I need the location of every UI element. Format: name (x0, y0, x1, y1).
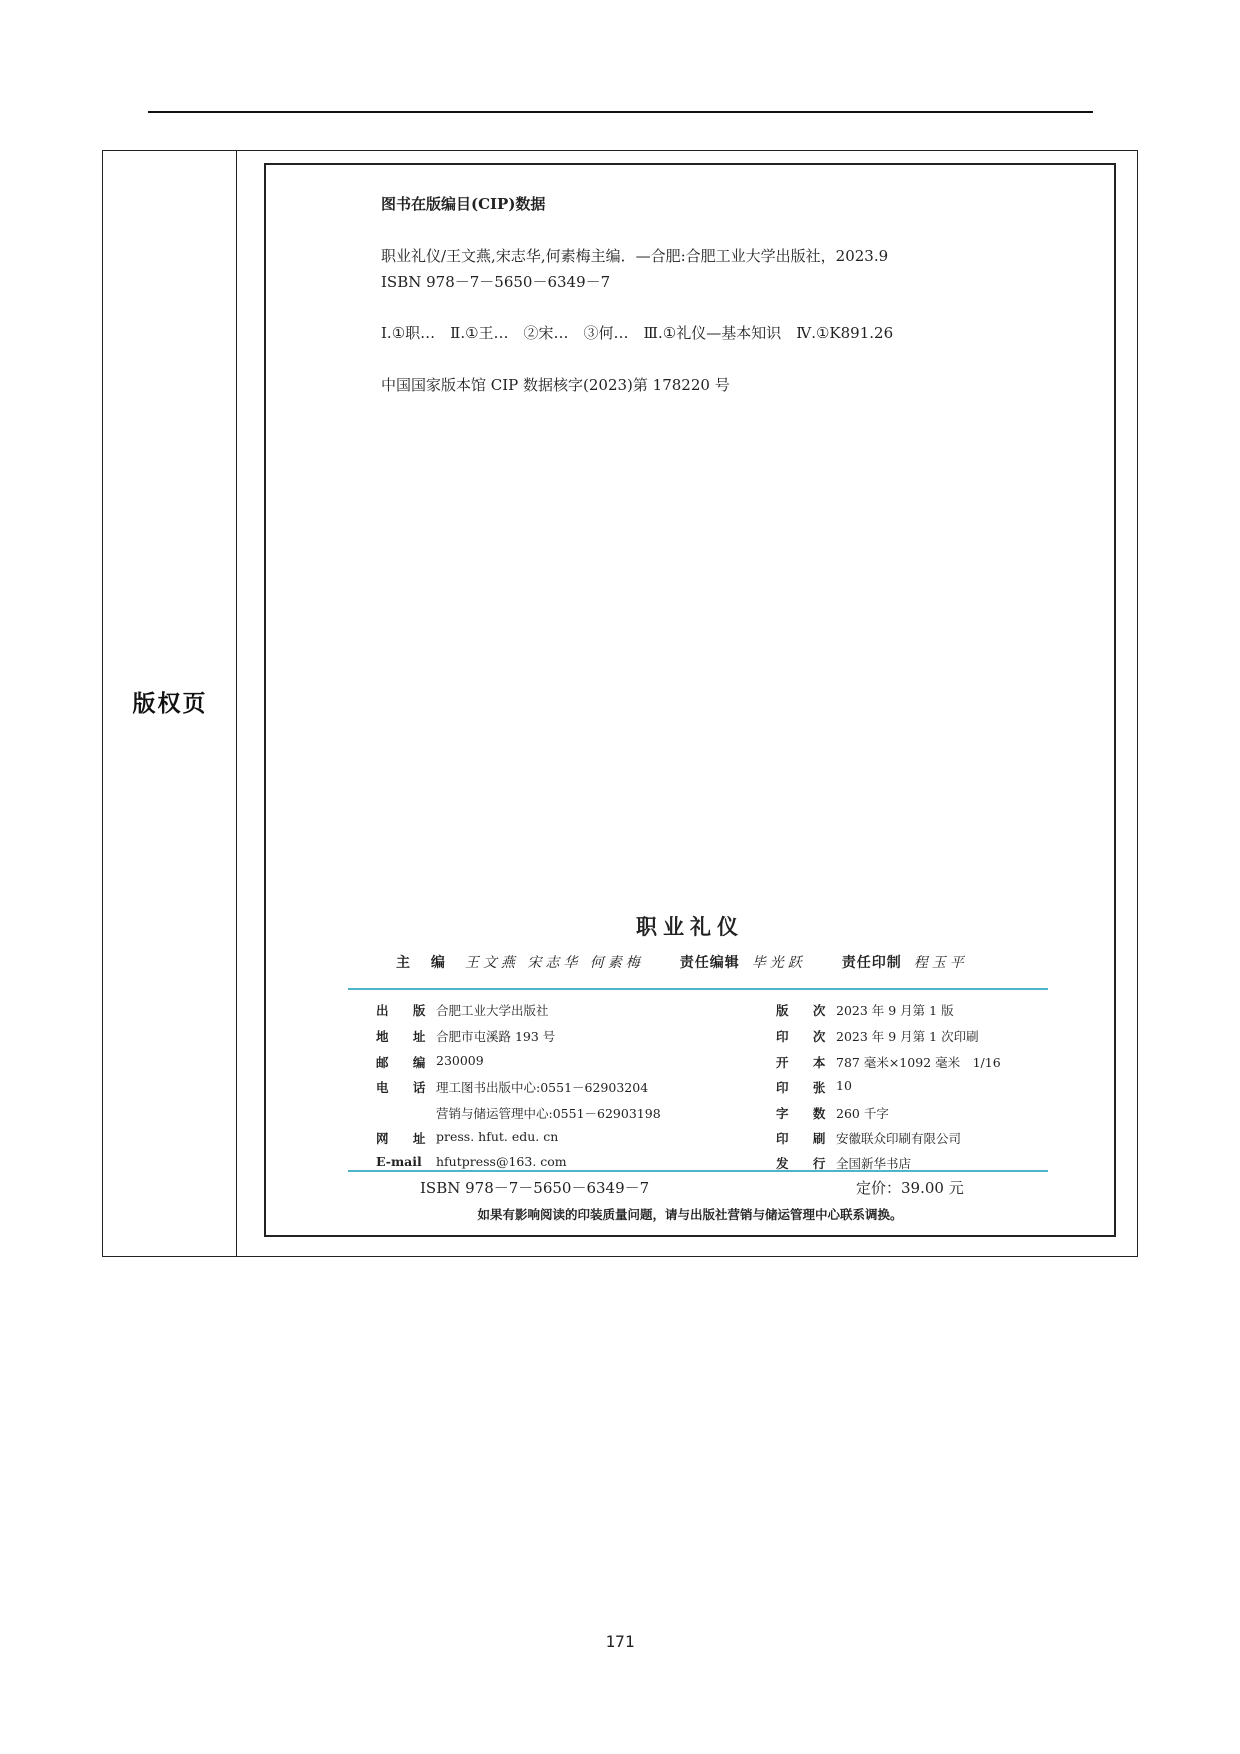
info-value: 2023 年 9 月第 1 版 (836, 1003, 954, 1018)
footer-notice: 如果有影响阅读的印装质量问题，请与出版社营销与储运管理中心联系调换。 (477, 1207, 903, 1222)
responsible-editor-label: 责任编辑 (679, 955, 740, 971)
info-value: 全国新华书店 (836, 1156, 912, 1171)
info-label: E-mail (376, 1154, 422, 1169)
info-value: 合肥工业大学出版社 (436, 1003, 549, 1018)
info-label: 出 版 (376, 1003, 436, 1018)
credits-line (396, 952, 968, 972)
info-value: 合肥市屯溪路 193 号 (436, 1029, 556, 1044)
info-value: 2023 年 9 月第 1 次印刷 (836, 1029, 979, 1044)
cip-title: 图书在版编目(CIP)数据 (381, 195, 546, 213)
info-top-rule (348, 988, 1048, 990)
copyright-page-scan (264, 163, 1116, 1237)
editor-label: 主 编 (396, 955, 453, 971)
cip-isbn: ISBN 978－7－5650－6349－7 (381, 273, 611, 291)
print-manager-name: 程玉平 (913, 955, 968, 971)
info-value: 10 (836, 1078, 852, 1093)
copyright-table (102, 150, 1138, 1257)
info-value: 230009 (436, 1053, 484, 1068)
section-label: 版权页 (132, 690, 208, 717)
cip-record-number: 中国国家版本馆 CIP 数据核字(2023)第 178220 号 (381, 376, 730, 394)
info-label: 电 话 (376, 1080, 436, 1095)
info-label: 印 刷 (776, 1131, 836, 1146)
page-number: 171 (605, 1632, 635, 1651)
responsible-editor-name: 毕光跃 (751, 955, 806, 971)
info-value: 理工图书出版中心:0551－62903204 (436, 1080, 649, 1095)
header-rule (148, 111, 1093, 113)
info-label: 开 本 (776, 1055, 836, 1070)
info-label: 版 次 (776, 1003, 836, 1018)
info-label: 字 数 (776, 1106, 836, 1121)
info-value: 260 千字 (836, 1106, 889, 1121)
book-title: 职业礼仪 (636, 914, 744, 939)
footer-price: 定价：39.00 元 (856, 1179, 964, 1197)
info-value: 营销与储运管理中心:0551－62903198 (436, 1106, 661, 1121)
info-label: 邮 编 (376, 1055, 436, 1070)
info-label: 印 次 (776, 1029, 836, 1044)
label-cell (103, 151, 237, 1256)
info-label: 印 张 (776, 1080, 836, 1095)
footer-isbn: ISBN 978－7－5650－6349－7 (420, 1179, 650, 1197)
cip-citation: 职业礼仪/王文燕,宋志华,何素梅主编．—合肥:合肥工业大学出版社，2023.9 (381, 247, 889, 265)
info-label: 地 址 (376, 1029, 436, 1044)
info-value: hfutpress@163. com (436, 1154, 567, 1169)
info-value: 787 毫米×1092 毫米 1/16 (836, 1055, 1001, 1070)
info-value: press. hfut. edu. cn (436, 1129, 559, 1144)
print-manager-label: 责任印制 (841, 955, 902, 971)
info-value: 安徽联众印刷有限公司 (836, 1131, 962, 1146)
info-label: 网 址 (376, 1131, 436, 1146)
editor-names: 王文燕 宋志华 何素梅 (464, 955, 644, 971)
info-label: 发 行 (776, 1156, 836, 1171)
info-bottom-rule (348, 1170, 1048, 1172)
cip-classification: Ⅰ.①职… Ⅱ.①王… ②宋… ③何… Ⅲ.①礼仪—基本知识 Ⅳ.①K891.26 (381, 324, 894, 342)
